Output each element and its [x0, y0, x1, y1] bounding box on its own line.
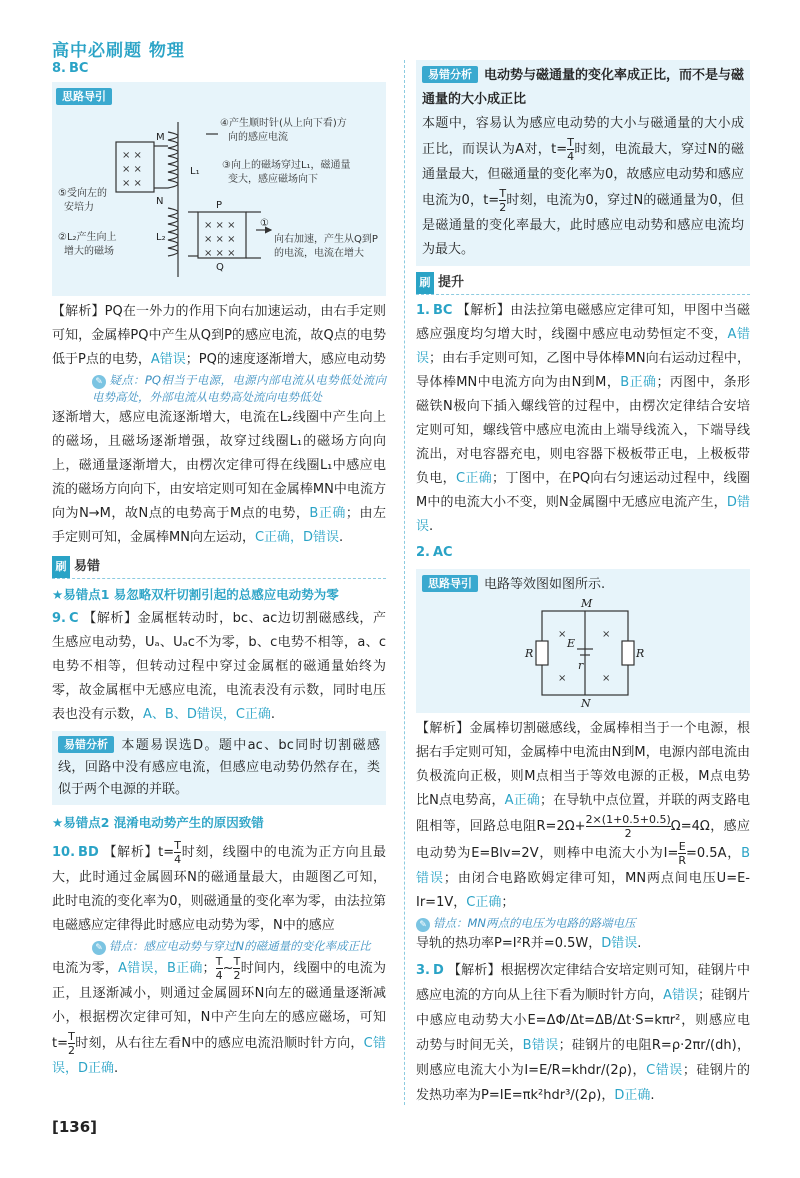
frac-T4b-denominator: 4 [215, 969, 223, 982]
r-analysis-tag: 易错分析 [422, 66, 478, 83]
callout-3: ③向上的磁场穿过L₁，磁通量 [222, 160, 351, 171]
q2-label-M: M [581, 597, 593, 610]
q2-frac-resistance [586, 813, 671, 840]
error-point-2: ★易错点2 混淆电动势产生的原因致错 [52, 815, 264, 830]
q10-note [52, 938, 386, 955]
q2-label-r: r [578, 659, 584, 672]
q2-text-d: =0.5A， [686, 846, 742, 861]
q10-text-d: ； [202, 961, 216, 976]
frac-T2-numerator: T [233, 955, 241, 968]
q2-text-b: ；在导轨中点位置，并联的两支路电阻相等，回路总电阻R=2Ω+ [416, 793, 750, 834]
q2-frac-current [678, 840, 686, 867]
label-L2: L₂ [156, 232, 166, 243]
svg-text:× ×: × × [122, 178, 142, 189]
q9-analysis-tag: 易错分析 [58, 736, 114, 753]
page-number: [136] [52, 1118, 98, 1136]
q10-para1 [52, 839, 386, 938]
q8-guide-tag: 思路导引 [56, 88, 112, 105]
q2-correctness-4: D错误 [601, 936, 638, 951]
r-analysis-lead: 电动势与磁通量的变化率成正比，而不是与磁通量的大小成正比 [422, 68, 745, 107]
q8-correctness-1: A错误 [150, 352, 186, 367]
r-analysis-box [416, 60, 750, 266]
q10-text-b: 时刻，线圈中的电流为正方向且最大，此时通过金属圆环N的磁通量最大，由题图乙可知，此时电流的变化率为0，则磁通量的变化率为零，由法拉第电磁感应定律得此时感应电动势为零，N中的感应 [52, 845, 386, 933]
q9-answer: C [68, 611, 79, 626]
q2-text-c: Ω=4Ω，感应电动势为E=Blv=2V，则棒中电流大小为I= [416, 819, 750, 861]
q8-number: 8. [52, 61, 66, 76]
frac-T4-numerator: T [174, 839, 182, 852]
left-column [52, 60, 386, 1081]
q8-note-text: 疑点：PQ相当于电源，电源内部电流从电势低处流向电势高处，外部电流从电势高处流向电势低处 [92, 373, 386, 404]
q8-para1 [52, 300, 386, 372]
q9-para: 9. C 【解析】金属框转动时，bc、ac边切割磁感线，产生感应电动势，Uₐ、Uₐc不为零，b、c电势不相等，a、c电势不相等，但转动过程中穿过金属框的磁通量始终为零，故金属框中无感应电流，电流表没有示数，同时电压表也没有示数，A、B、D错误，C正确. [52, 611, 386, 722]
q1-number: 1. [416, 303, 430, 318]
callout-4b: 向的感应电流 [228, 132, 288, 143]
r-analysis-text-c: 时刻，电流为0，穿过N的磁通量为0，但是磁通量的变化率最大，此时感应电动势和感应电流均为最大。 [422, 193, 744, 257]
label-M: M [156, 132, 165, 143]
coil-L2 [168, 208, 178, 256]
q1-text-d: ；丁图中，在PQ向右匀速运动过程中，线圈M中的电流大小不变，则N金属圈中无感应电流产生， [416, 471, 750, 510]
q2-note [416, 915, 750, 932]
q8-para1-text-a: 【解析】PQ在一外力的作用下向右加速运动，由右手定则可知，金属棒PQ中产生从Q到P的感应电流，故Q点的电势低于P点的电势， [52, 304, 386, 367]
callout-4: ④产生顺时针(从上向下看)方 [220, 118, 347, 129]
q2-label-R2: R [636, 647, 645, 660]
frac-T2-denominator: 2 [233, 969, 241, 982]
q9-analysis-text: 本题易误选D。题中ac、bc同时切割磁感线，回路中没有感应电流，但感应电动势仍然存在，类似于两个电源的并联。 [58, 738, 380, 797]
svg-text:× ×: × × [122, 150, 142, 161]
q1-para: 1. BC 【解析】由法拉第电磁感应定律可知，甲图中当磁感应强度均匀增大时，线圈中感应电动势恒定不变，A错误；由右手定则可知，乙图中导体棒MN向右运动过程中，导体棒MN中电流方向为由N到M，B正确；丙图中，条形磁铁N极向下插入螺线管的过程中，由楞次定律结合安培定则可知，螺线管中感应电流由上端导线流入，下端导线流出，对电容器充电，则电容器下极板带正电，上极板带负电，C正确；丁图中，在PQ向右匀速运动过程中，线圈M中的电流大小不变，则N金属圈中无感应电流产生，D错误. [416, 303, 750, 534]
q2-label-E: E [567, 637, 576, 650]
frac-T2b-numerator: T [68, 1030, 75, 1043]
q2-label-R1: R [525, 647, 534, 660]
q2-frac2-numerator: E [678, 840, 686, 853]
q3-text-b: ；硅钢片中感应电动势大小E=ΔΦ/Δt=ΔB/Δt·S=kπr²，则感应电动势与时间无关， [416, 988, 750, 1053]
q10-number: 10. [52, 845, 76, 860]
callout-1: 向右加速，产生从Q到P [274, 234, 378, 245]
callout-5b: 安培力 [64, 202, 94, 213]
label-circle-1: ① [260, 218, 269, 229]
q2-text-f: 导轨的热功率P=I²R并=0.5W， [416, 936, 602, 951]
error-point-1: ★易错点1 易忽略双杆切割引起的总感应电动势为零 [52, 587, 339, 602]
q3-para: 3. D 【解析】根据楞次定律结合安培定则可知，硅钢片中感应电流的方向从上往下看为顺时针方向，A错误；硅钢片中感应电动势大小E=ΔΦ/Δt=ΔB/Δt·S=kπr²，则感应电动势与时间无关，B错误；硅钢片的电阻R=ρ·2πr/(dh)，则感应电流大小为I=E/R=khdr/(2ρ)，C错误；硅钢片的发热功率为P=IE=πk²hdr³/(2ρ)，D正确. [416, 963, 750, 1103]
q3-correctness-2: B错误 [522, 1038, 559, 1053]
q2-label-N: N [581, 697, 591, 709]
r-analysis-text-a: 本题中，容易认为感应电动势的大小与磁通量的大小成正比，而误认为A对，t= [422, 116, 744, 157]
r-analysis-body [422, 112, 744, 262]
q10-correctness-1: A错误，B正确 [118, 961, 203, 976]
q8-para2-text-b: ；由左手定则可知，金属棒MN向左运动， [52, 506, 386, 545]
r-analysis-text-b: 时刻，电流最大，穿过N的磁通量最大，但磁通量的变化率为0，故感应电动势和感应电流为0，t= [422, 142, 744, 208]
label-P: P [216, 200, 223, 211]
q1-correctness-3: C正确 [455, 471, 493, 486]
q1-correctness-1: A错误 [416, 327, 750, 366]
callout-3b: 变大，感应磁场向下 [228, 174, 318, 185]
frac-T4-denominator: 4 [174, 853, 182, 866]
callout-2b: 增大的磁场 [64, 246, 114, 257]
q8-diagram-svg [56, 112, 382, 292]
label-L1: L₁ [190, 166, 200, 177]
q2-correctness-2: B错误 [416, 846, 750, 886]
section-yicuo-badge: 刷 [52, 556, 70, 578]
q8-para2-text-a: 逐渐增大，感应电流逐渐增大，电流在L₂线圈中产生向上的磁场，且磁场逐渐增强，故穿过线圈L₁的磁场方向向上，磁通量逐渐增大，由楞次定律可得在线圈L₁中感应电流的磁场方向向下，由安培定则可知在金属棒MN中电流方向为N→M，故N点的电势高于M点的电势， [52, 410, 386, 521]
q8-para1-text-b: ；PQ的速度逐渐增大，感应电动势 [185, 352, 386, 367]
right-column [416, 60, 750, 1108]
q3-text-d: ；硅钢片的发热功率为P=IE=πk²hdr³/(2ρ)， [416, 1063, 750, 1103]
section-yicuo [52, 556, 386, 579]
q2-para: 【解析】金属棒切割磁感线，金属棒相当于一个电源，根据右手定则可知，金属棒中电流由N到M，电源内部电流由负极流向正极，则M点相当于等效电源的正极，M点电势比N点电势高，A正确；在导轨中点位置，并联的两支路电阻相等，回路总电阻R=2Ω+ $\frac{2\times(1+0.5+0.5)}{2}$ Ω=4Ω，感应电动势为E=Blv=2V，则棒中电流大小为I= $\frac{E}{R}$ =0.5A，B错误；由闭合电路欧姆定律可知，MN两点间电压U=E-Ir=1V，C正确； [416, 721, 750, 910]
q2-number: 2. [416, 545, 430, 560]
r-frac-T2-denominator: 2 [499, 201, 507, 214]
callout-5: ⑤受向左的 [58, 188, 107, 199]
frac-T-over-2-b [68, 1030, 75, 1057]
q10-para2: 电流为零，A错误，B正确； $\frac{T}{4}$ ~ $\frac{T}{2}$ 时间内，线圈中的电流为正，且逐渐减小，则通过金属圆环N向左的磁通量逐渐减小，根据楞次定律可知，N中产生向左的感应磁场，可知t= $\frac{T}{2}$ 时刻，从右往左看N中的感应电流沿顺时针方向，C错误，D正确. [52, 955, 386, 1076]
q2-guide-box [416, 569, 750, 713]
q2-heading [416, 541, 750, 565]
q2-frac-numerator: 2×(1+0.5+0.5) [585, 813, 671, 826]
q2-guide-text: 电路等效图如图所示. [484, 577, 606, 592]
q10-correctness-2: C错误，D正确 [52, 1036, 386, 1076]
svg-text:× ×: × × [122, 164, 142, 175]
q2-answer: AC [432, 545, 453, 560]
svg-text:× × ×: × × × [204, 234, 236, 245]
q3-correctness-1: A错误 [663, 988, 698, 1003]
coil-L1 [168, 132, 178, 188]
q2-guide-tag: 思路导引 [422, 575, 478, 592]
q10-text-a: 【解析】t= [103, 845, 175, 860]
r-frac-T4-numerator: T [567, 136, 574, 149]
q2-note-text: 错点：MN两点的电压为电路的路端电压 [433, 916, 636, 930]
q10-note-text: 错点：感应电动势与穿过N的磁通量的变化率成正比 [109, 939, 371, 953]
q10-text-f: 时刻，从右往左看N中的感应电流沿顺时针方向， [75, 1036, 364, 1051]
q1-text-c: ；丙图中，条形磁铁N极向下插入螺线管的过程中，由楞次定律结合安培定则可知，螺线管中感应电流由上端导线流入，下端导线流出，对电容器充电，则电容器下极板带正电，上极板带负电， [416, 375, 750, 486]
q9-number: 9. [52, 611, 66, 626]
q9-text: 【解析】金属框转动时，bc、ac边切割磁感线，产生感应电动势，Uₐ、Uₐc不为零，b、c电势不相等，a、c电势不相等，但转动过程中穿过金属框的磁通量始终为零，故金属框中无感应电流，电流表没有示数，同时电压表也没有示数， [52, 611, 386, 722]
q1-correctness-2: B正确 [620, 375, 657, 390]
q8-correctness-2: B正确 [309, 506, 346, 521]
note-icon: ✎ [92, 375, 106, 389]
q3-correctness-3: C错误 [646, 1063, 683, 1078]
q10-answer: BD [78, 845, 99, 860]
svg-text:×: × [602, 629, 611, 640]
frac-T4b-numerator: T [215, 955, 223, 968]
note-icon: ✎ [92, 941, 106, 955]
q10-text-e: 时间内，线圈中的电流为正，且逐渐减小，则通过金属圆环N向左的磁通量逐渐减小，根据楞次定律可知，N中产生向左的感应磁场，可知t= [52, 961, 386, 1051]
q1-text-b: ；由右手定则可知，乙图中导体棒MN向右运动过程中，导体棒MN中电流方向为由N到M， [416, 351, 750, 390]
q2-frac2-denominator: R [678, 854, 686, 867]
q9-correctness: A、B、D错误，C正确 [143, 707, 271, 722]
section-tisheng-badge: 刷 [416, 272, 434, 294]
svg-text:×: × [602, 673, 611, 684]
q2-correctness-3: C正确 [466, 895, 502, 910]
q1-text-a: 【解析】由法拉第电磁感应定律可知，甲图中当磁感应强度均匀增大时，线圈中感应电动势恒定不变， [416, 303, 750, 342]
column-divider [404, 60, 405, 1105]
r-frac-T2-numerator: T [499, 187, 507, 200]
r-frac-T4-denominator: 4 [567, 150, 575, 163]
note-icon: ✎ [416, 918, 430, 932]
q2-circuit [422, 597, 744, 709]
q2-text-a: 【解析】金属棒切割磁感线，金属棒相当于一个电源，根据右手定则可知，金属棒中电流由N到M，电源内部电流由负极流向正极，则M点相当于等效电源的正极，M点电势比N点电势高， [416, 721, 750, 808]
section-yicuo-label: 易错 [74, 559, 101, 574]
q3-text-a: 【解析】根据楞次定律结合安培定则可知，硅钢片中感应电流的方向从上往下看为顺时针方向， [416, 963, 750, 1003]
q2-frac-denominator: 2 [624, 827, 632, 840]
section-tisheng-label: 提升 [438, 275, 465, 290]
section-tisheng [416, 272, 750, 295]
svg-text:× × ×: × × × [204, 248, 236, 259]
q3-number: 3. [416, 963, 430, 978]
q3-answer: D [432, 963, 444, 978]
q10-text-c: 电流为零， [52, 961, 119, 976]
q8-heading [52, 60, 386, 78]
svg-text:× × ×: × × × [204, 220, 236, 231]
q2-correctness-1: A正确 [504, 793, 540, 808]
callout-1b: 的电流，电流在增大 [274, 248, 364, 259]
q8-answer: BC [68, 61, 89, 76]
page-header-title: 高中必刷题 物理 [52, 41, 185, 61]
svg-text:×: × [558, 673, 567, 684]
q2-text-e: ；由闭合电路欧姆定律可知，MN两点间电压U=E-Ir=1V， [416, 871, 750, 910]
q2-circuit-svg [422, 597, 742, 709]
q8-guide-box [52, 82, 386, 296]
q3-correctness-4: D正确 [614, 1088, 651, 1103]
frac-T2b-denominator: 2 [68, 1044, 75, 1057]
callout-2: ②L₂产生向上 [58, 232, 117, 243]
q9-analysis-box [52, 731, 386, 805]
q1-answer: BC [432, 303, 453, 318]
q8-para2: 逐渐增大，感应电流逐渐增大，电流在L₂线圈中产生向上的磁场，且磁场逐渐增强，故穿过线圈L₁的磁场方向向上，磁通量逐渐增大，由楞次定律可得在线圈L₁中感应电流的磁场方向向下，由安培定则可知在金属棒MN中电流方向为N→M，故N点的电势高于M点的电势，B正确；由左手定则可知，金属棒MN向左运动，C正确，D错误. [52, 410, 386, 545]
frac-T-over-4-b [216, 955, 223, 982]
q8-correctness-3: C正确，D错误 [254, 530, 340, 545]
q1-correctness-4: D错误 [416, 495, 750, 534]
label-N: N [156, 196, 164, 207]
q8-note [52, 372, 386, 406]
q2-para-b: 导轨的热功率P=I²R并=0.5W，D错误. [416, 936, 642, 951]
q3-text-c: ；硅钢片的电阻R=ρ·2πr/(dh)，则感应电流大小为I=E/R=khdr/(2ρ)， [416, 1038, 750, 1078]
label-Q: Q [216, 262, 224, 273]
q8-diagram [56, 112, 382, 292]
svg-text:×: × [558, 629, 567, 640]
